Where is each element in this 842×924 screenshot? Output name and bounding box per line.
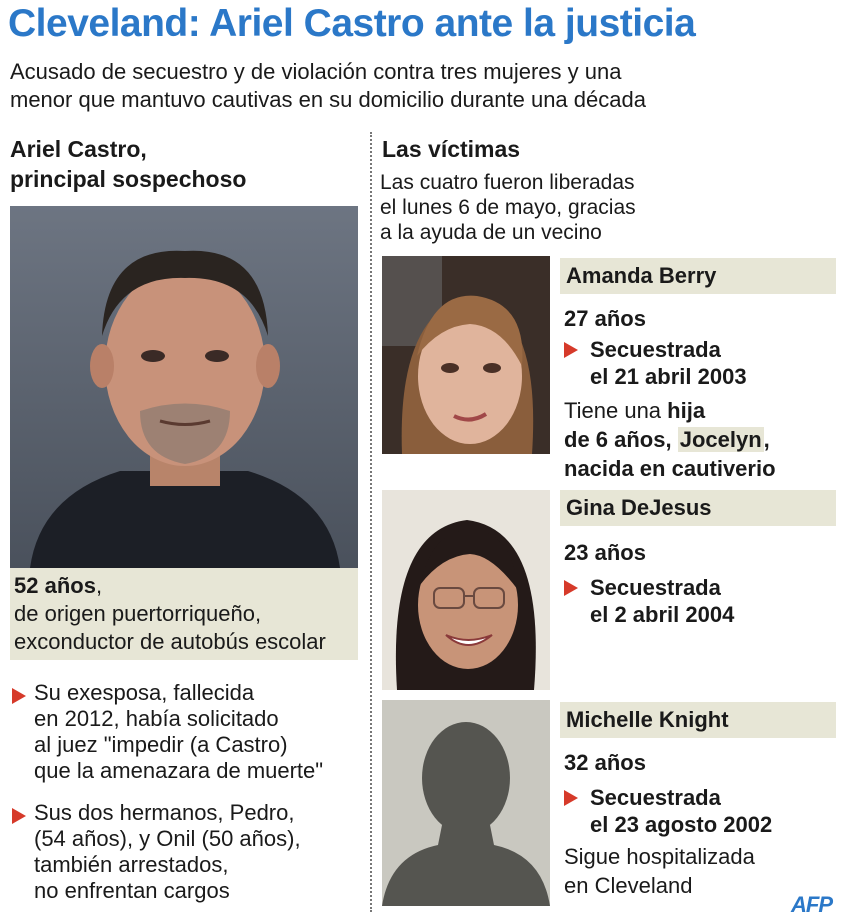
note-text-bold: hija [667,398,706,423]
suspect-heading-line-2: principal sospechoso [10,166,247,192]
suspect-origin: de origen puertorriqueño, [14,601,262,626]
bullet-1-line: en 2012, había solicitado [34,706,279,731]
intro-line: a la ayuda de un vecino [380,221,602,244]
bullet-arrow-icon [564,790,578,806]
kidnap-line: Secuestrada [590,785,721,810]
bullet-2-line: Sus dos hermanos, Pedro, [34,800,295,825]
suspect-heading [10,134,246,194]
intro-line: el lunes 6 de mayo, gracias [380,196,636,219]
kidnap-line: Secuestrada [590,337,721,362]
subtitle-line-2: menor que mantuvo cautivas en su domicilio durante una década [10,87,646,112]
suspect-bullet-2 [34,800,394,904]
kidnap-line: Secuestrada [590,575,721,600]
bullet-2-line: también arrestados, [34,852,229,877]
suspect-age: 52 años [14,573,96,598]
intro-line: Las cuatro fueron liberadas [380,171,635,194]
victims-heading: Las víctimas [382,136,521,162]
suspect-job: exconductor de autobús escolar [14,629,326,654]
victim-photo-gina [382,490,550,690]
victim-photo-amanda [382,256,550,454]
note-text: Tiene una [564,398,668,423]
page-title: Cleveland: Ariel Castro ante la justicia [8,2,696,45]
bullet-1-line: que la amenazara de muerte" [34,758,324,783]
suspect-heading-line-1: Ariel Castro, [10,136,147,162]
victim-age-gina: 23 años [564,540,646,565]
victim-age-amanda: 27 años [564,306,646,331]
bullet-2-line: (54 años), y Onil (50 años), [34,826,301,851]
victim-note-amanda [564,396,834,483]
bullet-arrow-icon [564,342,578,358]
victim-name-michelle: Michelle Knight [560,702,836,738]
kidnap-line: el 21 abril 2003 [590,364,747,389]
column-divider [370,132,372,912]
bullet-arrow-icon [12,808,26,824]
note-text-bold: de 6 años, [564,427,678,452]
victim-photo-michelle [382,700,550,906]
page-subtitle [10,58,830,114]
victim-name-gina: Gina DeJesus [560,490,836,526]
note-line: Sigue hospitalizada [564,844,755,869]
silhouette-icon [382,700,550,906]
kidnap-line: el 2 abril 2004 [590,602,735,627]
bullet-arrow-icon [564,580,578,596]
suspect-age-suffix: , [95,573,103,598]
victims-intro [380,170,720,245]
subtitle-line-1: Acusado de secuestro y de violación contra tres mujeres y una [10,59,622,84]
victim-kidnap-gina [590,574,734,628]
kidnap-line: el 23 agosto 2002 [590,812,773,837]
bullet-1-line: Su exesposa, fallecida [34,680,255,705]
bullet-2-line: no enfrentan cargos [34,878,230,903]
victim-age-michelle: 32 años [564,750,646,775]
victim-kidnap-michelle [590,784,772,838]
note-highlight: Jocelyn [679,427,762,452]
bullet-1-line: al juez "impedir (a Castro) [34,732,288,757]
suspect-bullet-1 [34,680,394,784]
note-line: en Cleveland [564,873,693,898]
bullet-arrow-icon [12,688,26,704]
suspect-age-line [10,568,358,600]
note-text-bold: nacida en cautiverio [564,456,776,481]
suspect-photo [10,206,358,568]
note-text-bold: , [763,427,770,452]
victim-name-amanda: Amanda Berry [560,258,836,294]
afp-logo: AFP [791,892,832,917]
suspect-caption [10,568,358,660]
victim-kidnap-amanda [590,336,747,390]
